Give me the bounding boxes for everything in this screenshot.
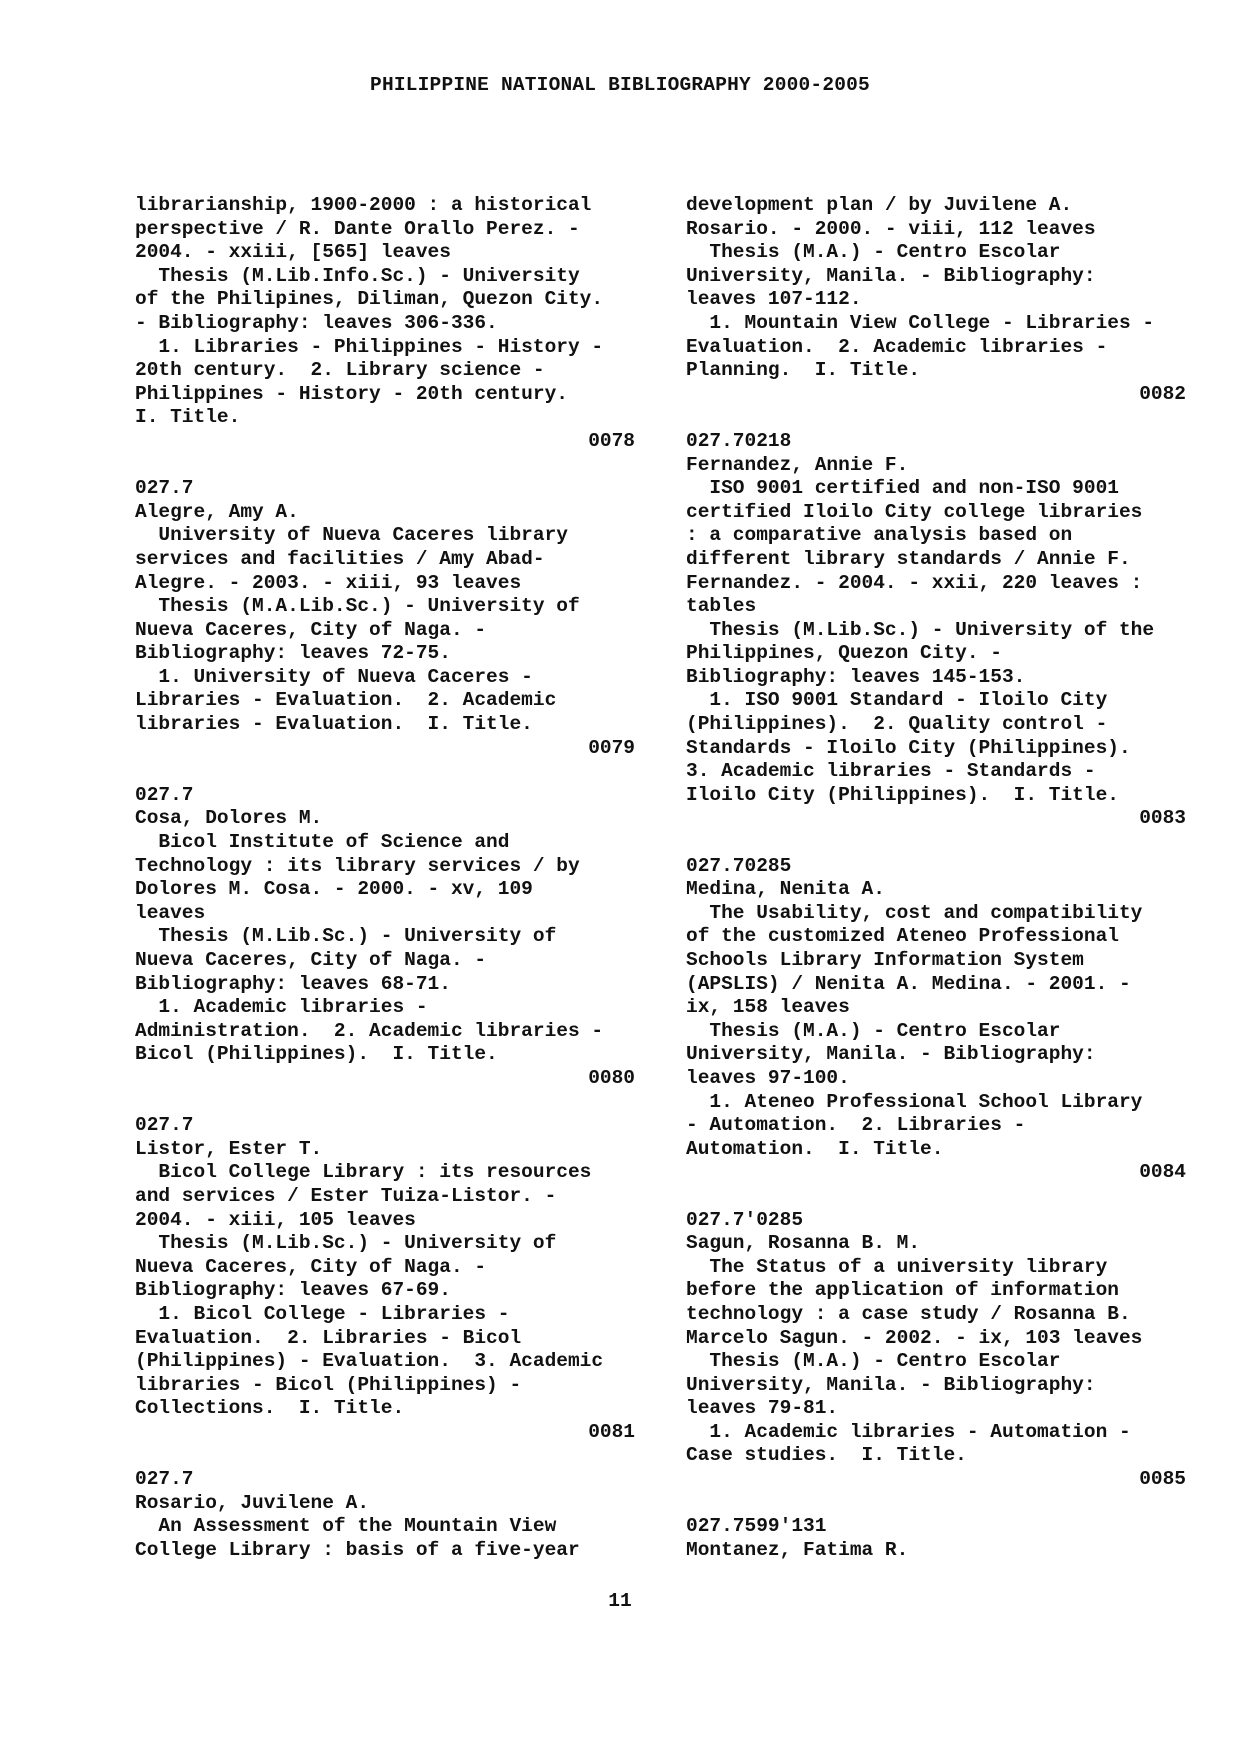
entry-line: Planning. I. Title. xyxy=(686,359,921,382)
left-column xyxy=(135,194,635,1562)
entry-line: of the Philipines, Diliman, Quezon City. xyxy=(135,288,604,311)
entry-line: - Automation. 2. Libraries - xyxy=(686,1114,1026,1137)
entry-line: Rosario, Juvilene A. xyxy=(135,1491,370,1514)
entry-line: University, Manila. - Bibliography: xyxy=(686,1043,1096,1066)
entry-line: different library standards / Annie F. xyxy=(686,547,1131,570)
blank-line xyxy=(135,760,635,784)
entry-line: Cosa, Dolores M. xyxy=(135,807,323,830)
entry-line: 027.7'0285 xyxy=(686,1208,804,1231)
entry-line: Thesis (M.A.) - Centro Escolar xyxy=(686,1350,1061,1373)
entry-number: 0082 xyxy=(1139,382,1186,405)
entry-line: The Usability, cost and compatibility xyxy=(686,901,1143,924)
entry-line: Nueva Caceres, City of Naga. - xyxy=(135,949,487,971)
entry-line: Fernandez. - 2004. - xxii, 220 leaves : xyxy=(686,571,1143,594)
blank-line xyxy=(135,454,635,478)
entry-line: University, Manila. - Bibliography: xyxy=(686,1373,1096,1396)
blank-line xyxy=(686,831,1186,855)
entry-line: 1. ISO 9001 Standard - Iloilo City xyxy=(686,689,1108,712)
entry-line: Evaluation. 2. Academic libraries - xyxy=(686,335,1108,358)
entry-line: Listor, Ester T. xyxy=(135,1137,323,1160)
entry-line: 027.7599'131 xyxy=(686,1515,827,1538)
entry-line: Bibliography: leaves 72-75. xyxy=(135,642,451,665)
entry-line: Thesis (M.Lib.Sc.) - University of xyxy=(135,1232,557,1255)
entry-line: Bicol Institute of Science and xyxy=(135,831,510,854)
entry-line: (Philippines). 2. Quality control - xyxy=(686,713,1108,736)
entry-line: librarianship, 1900-2000 : a historical xyxy=(135,194,592,216)
entry-line: College Library : basis of a five-year xyxy=(135,1538,580,1561)
entry-line: Bibliography: leaves 68-71. xyxy=(135,972,451,995)
entry-line: before the application of information xyxy=(686,1279,1119,1302)
entry-line: Thesis (M.A.Lib.Sc.) - University of xyxy=(135,595,580,618)
entry-number: 0085 xyxy=(1139,1468,1186,1491)
entry-line: Thesis (M.A.) - Centro Escolar xyxy=(686,1019,1061,1042)
entry-line: 1. Academic libraries - Automation - xyxy=(686,1420,1131,1443)
running-head: PHILIPPINE NATIONAL BIBLIOGRAPHY 2000-2005 xyxy=(370,74,870,96)
entry-line: 027.7 xyxy=(135,783,194,806)
entry-line: The Status of a university library xyxy=(686,1255,1108,1278)
entry-line: Dolores M. Cosa. - 2000. - xv, 109 xyxy=(135,878,533,901)
entry-line: Thesis (M.Lib.Sc.) - University of xyxy=(135,925,557,948)
entry-line: Bibliography: leaves 67-69. xyxy=(135,1279,451,1302)
entry-line: of the customized Ateneo Professional xyxy=(686,925,1119,948)
entry-line: Technology : its library services / by xyxy=(135,854,580,877)
entry-line: Thesis (M.Lib.Info.Sc.) - University xyxy=(135,264,580,287)
entry-line: Evaluation. 2. Libraries - Bicol xyxy=(135,1326,522,1349)
entry-line: Standards - Iloilo City (Philippines). xyxy=(686,736,1131,759)
entry-line: Thesis (M.Lib.Sc.) - University of the xyxy=(686,618,1155,641)
entry-line: 1. Bicol College - Libraries - xyxy=(135,1302,510,1325)
entry-line: tables xyxy=(686,595,757,618)
blank-line xyxy=(686,406,1186,430)
entry-line: 027.7 xyxy=(135,477,194,500)
entry-line: 027.7 xyxy=(135,1468,194,1491)
entry-line: perspective / R. Dante Orallo Perez. - xyxy=(135,217,580,240)
entry-line: services and facilities / Amy Abad- xyxy=(135,547,545,570)
entry-number: 0079 xyxy=(588,736,635,759)
entry-line: libraries - Bicol (Philippines) - xyxy=(135,1373,522,1396)
entry-number: 0078 xyxy=(588,429,635,452)
entry-line: 027.70218 xyxy=(686,429,792,452)
entry-line: Collections. I. Title. xyxy=(135,1397,405,1420)
entry-line: Schools Library Information System xyxy=(686,949,1084,971)
blank-line xyxy=(686,1185,1186,1209)
entry-line: leaves 107-112. xyxy=(686,288,862,311)
entry-line: Case studies. I. Title. xyxy=(686,1444,967,1467)
entry-line: University, Manila. - Bibliography: xyxy=(686,264,1096,287)
entry-line: (APSLIS) / Nenita A. Medina. - 2001. - xyxy=(686,972,1131,995)
entry-line: 1. Ateneo Professional School Library xyxy=(686,1090,1143,1113)
entry-line: leaves 79-81. xyxy=(686,1397,839,1420)
entry-line: 2004. - xxiii, [565] leaves xyxy=(135,241,451,264)
entry-line: technology : a case study / Rosanna B. xyxy=(686,1302,1131,1325)
entry-line: 027.7 xyxy=(135,1114,194,1137)
entry-line: certified Iloilo City college libraries xyxy=(686,500,1143,523)
entry-line: ix, 158 leaves xyxy=(686,996,850,1019)
entry-line: Bicol College Library : its resources xyxy=(135,1161,592,1184)
entry-line: and services / Ester Tuiza-Listor. - xyxy=(135,1184,557,1207)
entry-line: Nueva Caceres, City of Naga. - xyxy=(135,618,487,641)
entry-line: ISO 9001 certified and non-ISO 9001 xyxy=(686,477,1119,500)
entry-line: Fernandez, Annie F. xyxy=(686,453,909,476)
entry-number: 0083 xyxy=(1139,807,1186,830)
entry-line: Bicol (Philippines). I. Title. xyxy=(135,1043,498,1066)
entry-line: libraries - Evaluation. I. Title. xyxy=(135,713,533,736)
entry-line: Philippines, Quezon City. - xyxy=(686,642,1002,665)
entry-line: leaves 97-100. xyxy=(686,1066,850,1089)
entry-line: 2004. - xiii, 105 leaves xyxy=(135,1208,416,1231)
entry-line: leaves xyxy=(135,901,206,924)
blank-line xyxy=(686,1492,1186,1516)
entry-line: 027.70285 xyxy=(686,854,792,877)
entry-line: Sagun, Rosanna B. M. xyxy=(686,1232,921,1255)
entry-line: Automation. I. Title. xyxy=(686,1137,944,1160)
entry-line: 1. Libraries - Philippines - History - xyxy=(135,335,604,358)
entry-line: An Assessment of the Mountain View xyxy=(135,1515,557,1538)
right-column xyxy=(686,194,1186,1562)
entry-line: : a comparative analysis based on xyxy=(686,524,1073,547)
entry-line: 1. University of Nueva Caceres - xyxy=(135,665,533,688)
blank-line xyxy=(135,1091,635,1115)
entry-line: Bibliography: leaves 145-153. xyxy=(686,665,1026,688)
entry-line: Marcelo Sagun. - 2002. - ix, 103 leaves xyxy=(686,1326,1143,1349)
entry-line: 3. Academic libraries - Standards - xyxy=(686,760,1096,783)
page-number: 11 xyxy=(608,1590,632,1612)
entry-number: 0084 xyxy=(1139,1161,1186,1184)
entry-line: Alegre, Amy A. xyxy=(135,500,299,523)
entry-line: development plan / by Juvilene A. xyxy=(686,194,1073,216)
entry-line: 20th century. 2. Library science - xyxy=(135,359,545,382)
entry-line: Philippines - History - 20th century. xyxy=(135,382,568,405)
entry-line: Administration. 2. Academic libraries - xyxy=(135,1019,604,1042)
entry-line: I. Title. xyxy=(135,406,241,429)
entry-line: Alegre. - 2003. - xiii, 93 leaves xyxy=(135,571,522,594)
entry-line: Nueva Caceres, City of Naga. - xyxy=(135,1255,487,1278)
entry-line: (Philippines) - Evaluation. 3. Academic xyxy=(135,1350,604,1373)
entry-number: 0081 xyxy=(588,1420,635,1443)
entry-line: University of Nueva Caceres library xyxy=(135,524,568,547)
entry-line: Rosario. - 2000. - viii, 112 leaves xyxy=(686,217,1096,240)
entry-line: 1. Mountain View College - Libraries - xyxy=(686,311,1155,334)
entry-line: Libraries - Evaluation. 2. Academic xyxy=(135,689,557,712)
entry-number: 0080 xyxy=(588,1066,635,1089)
entry-line: Montanez, Fatima R. xyxy=(686,1538,909,1561)
entry-line: Medina, Nenita A. xyxy=(686,878,885,901)
entry-line: 1. Academic libraries - xyxy=(135,996,428,1019)
blank-line xyxy=(135,1444,635,1468)
entry-line: - Bibliography: leaves 306-336. xyxy=(135,311,498,334)
entry-line: Thesis (M.A.) - Centro Escolar xyxy=(686,241,1061,264)
entry-line: Iloilo City (Philippines). I. Title. xyxy=(686,783,1119,806)
